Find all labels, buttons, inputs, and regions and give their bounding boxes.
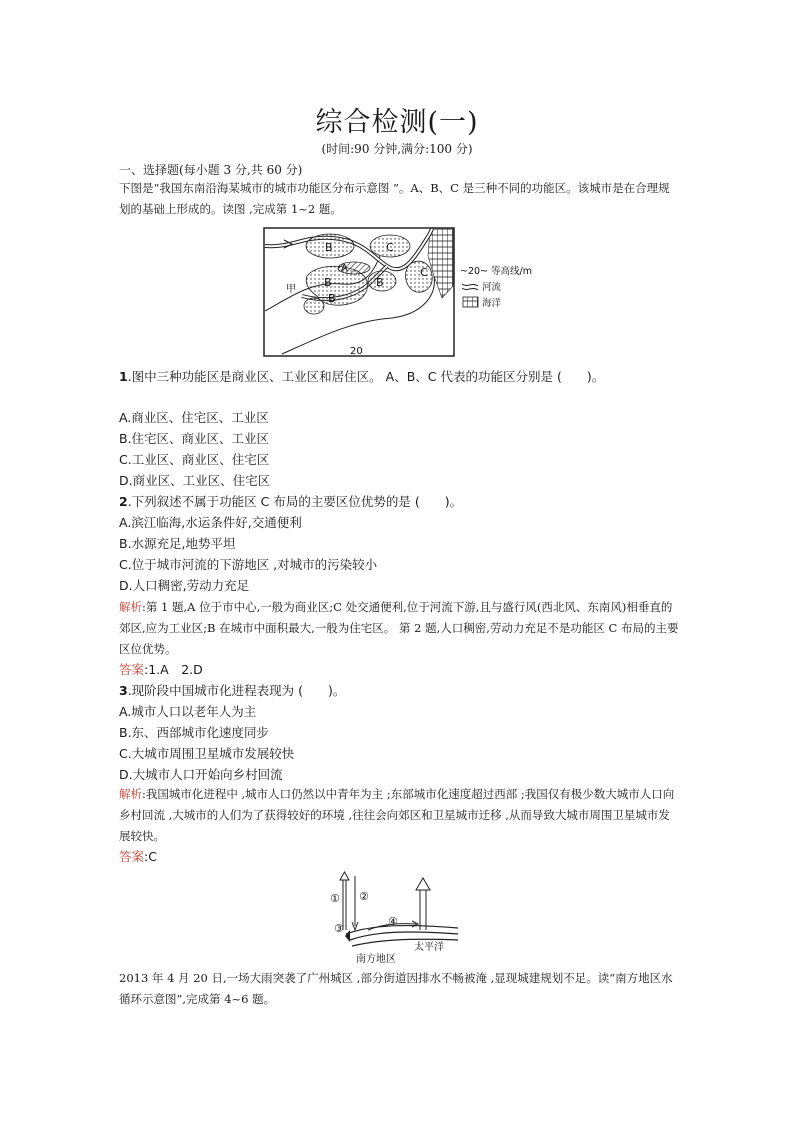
analysis-2: 解析:我国城市化进程中 ,城市人口仍然以中青年为主 ;东部城市化速度超过西部 ;我国仅有极少数大城市人口向乡村回流 ,大城市的人们为了获得较好的环境 ,往往会向郊区和卫星城市迁移 ,从而导致大城市周围卫星城市发展较快。 (119, 787, 675, 843)
legend-ocean: 海洋 (482, 298, 502, 309)
question-2: 2.下列叙述不属于功能区 C 布局的主要区位优势的是 ( )。 (119, 494, 463, 509)
label-b-east: B (376, 276, 384, 289)
label-contour-20: 20 (350, 346, 363, 357)
analysis-label: 解析 (119, 600, 142, 614)
city-function-map (262, 226, 532, 358)
q2-option-c[interactable]: C.位于城市河流的下游地区 ,对城市的污染较小 (119, 557, 378, 572)
q2-option-b[interactable]: B.水源充足,地势平坦 (119, 536, 236, 551)
answer-2: 答案:C (119, 849, 157, 864)
q2-option-d[interactable]: D.人口稠密,劳动力充足 (119, 578, 250, 593)
label-b-south: B (328, 292, 336, 305)
q3-option-d[interactable]: D.大城市人口开始向乡村回流 (119, 767, 283, 782)
q1-option-b[interactable]: B.住宅区、商业区、工业区 (119, 431, 270, 446)
label-3: ③ (334, 922, 344, 935)
label-pacific: 太平洋 (414, 942, 444, 953)
legend-river: 河流 (482, 282, 502, 293)
analysis-1: 解析:第 1 题,A 位于市中心,一般为商业区;C 处交通便利,位于河流下游,且与盛行风(西北风、东南风)相垂直的郊区,应为工业区;B 在城市中面积最大,一般为住宅区。 第 2 题,人口稠密,劳动力充足不是功能区 C 布局的主要区位优势。 (119, 600, 679, 656)
zone-b-small (304, 298, 324, 314)
page-title: 综合检测(一) (315, 107, 479, 138)
zone-c-east (406, 261, 433, 292)
section-heading: 一、选择题(每小题 3 分,共 60 分) (119, 163, 303, 177)
closing-paragraph: 2013 年 4 月 20 日,一场大雨突袭了广州城区 ,部分街道因排水不畅被淹 ,显现城建规划不足。读“南方地区水循环示意图”,完成第 4~6 题。 (119, 971, 673, 1006)
legend-river-symbol (462, 284, 478, 290)
question-3: 3.现阶段中国城市化进程表现为 ( )。 (119, 683, 346, 698)
q3-option-c[interactable]: C.大城市周围卫星城市发展较快 (119, 746, 295, 761)
label-south-region: 南方地区 (356, 954, 396, 965)
label-4: ④ (388, 915, 398, 928)
q2-option-a[interactable]: A.滨江临海,水运条件好,交通便利 (119, 515, 302, 530)
label-c-north: C (386, 241, 394, 254)
question-1: 1.图中三种功能区是商业区、工业区和居住区。 A、B、C 代表的功能区分别是 ( )。 (119, 369, 605, 384)
water-cycle-diagram (328, 868, 468, 966)
intro-paragraph: 下图是“我国东南沿海某城市的城市功能区分布示意图 ”。A、B、C 是三种不同的功能区。该城市是在合理规划的基础上形成的。读图 ,完成第 1~2 题。 (119, 181, 670, 216)
legend-ocean-symbol (463, 297, 478, 307)
q1-option-c[interactable]: C.工业区、商业区、住宅区 (119, 452, 270, 467)
label-jia: 甲 (286, 284, 296, 295)
label-2: ② (359, 890, 369, 903)
q1-option-a[interactable]: A.商业区、住宅区、工业区 (119, 410, 269, 425)
label-a: A (341, 263, 348, 274)
legend-contour: ~20~ 等高线/m (460, 266, 532, 277)
label-c-east: C (420, 266, 428, 279)
page-subtitle: (时间:90 分钟,满分:100 分) (321, 142, 473, 156)
q1-option-d[interactable]: D.商业区、工业区、住宅区 (119, 473, 271, 488)
label-1: ① (330, 892, 340, 905)
answer-1: 答案:1.A 2.D (119, 662, 203, 677)
arrow-ocean (420, 888, 426, 930)
q3-option-b[interactable]: B.东、西部城市化速度同步 (119, 725, 270, 740)
label-b-center: B (324, 276, 332, 289)
label-b-north: B (325, 241, 333, 254)
q3-option-a[interactable]: A.城市人口以老年人为主 (119, 704, 257, 719)
arrow-3 (345, 930, 350, 942)
